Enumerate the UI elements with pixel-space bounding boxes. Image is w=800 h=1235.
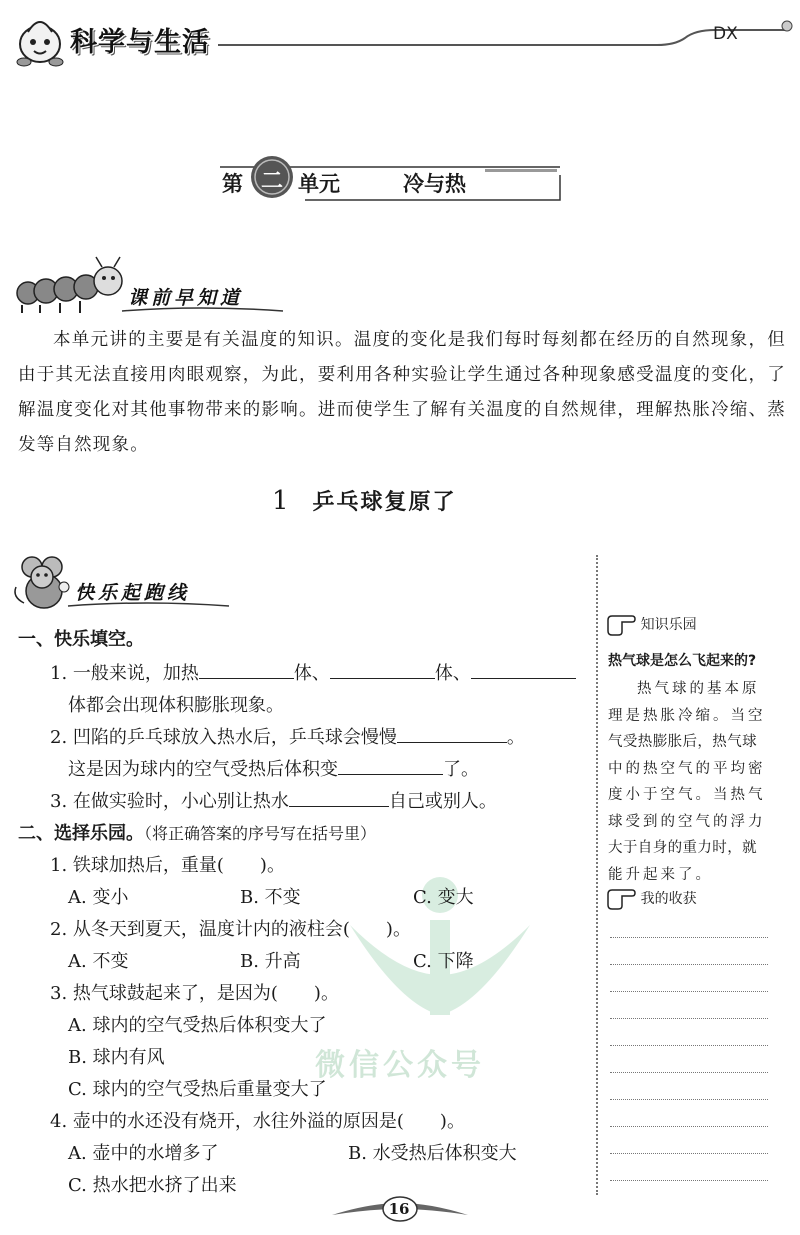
question-3-line <box>50 787 497 813</box>
watermark-text: 微信公众号 <box>315 1048 485 1083</box>
question-1-text-a: 1. 一般来说，加热 <box>50 663 199 684</box>
choice-option[interactable]: C. 球内的空气受热后重量变大了 <box>68 1079 327 1100</box>
unit-title: 冷与热 <box>403 172 466 196</box>
note-line[interactable] <box>610 937 768 938</box>
part1-heading: 一、快乐填空。 <box>18 629 144 650</box>
question-1-text-c: 体、 <box>434 663 471 684</box>
section-title-pre: 课前早知道 <box>128 287 244 309</box>
lesson-number: 1 <box>272 486 291 516</box>
part2-heading-line <box>18 819 376 845</box>
choice-option[interactable]: A. 不变 <box>68 951 129 972</box>
note-line[interactable] <box>610 964 768 965</box>
choice-option[interactable]: B. 球内有风 <box>68 1047 165 1068</box>
sidebar-line: 气受热膨胀后，热气球 <box>608 734 757 750</box>
note-line[interactable] <box>610 1153 768 1154</box>
unit-number: 二 <box>260 169 283 194</box>
note-line[interactable] <box>610 1099 768 1100</box>
gain-header <box>606 888 697 910</box>
lesson-name: 乒乓球复原了 <box>312 490 457 515</box>
answer-blank[interactable] <box>330 660 435 679</box>
pointing-hand-icon <box>606 614 636 636</box>
section-title-start: 快乐起跑线 <box>75 582 191 604</box>
mascot-icon <box>10 10 70 70</box>
header-code: DX <box>713 24 738 44</box>
sidebar-line: 球受到的空气的浮力 <box>608 813 766 830</box>
choice-option[interactable]: C. 变大 <box>413 887 474 908</box>
choice-option[interactable]: B. 升高 <box>240 951 301 972</box>
question-1-line-2: 体都会出现体积膨胀现象。 <box>68 695 284 716</box>
lesson-title <box>272 485 457 516</box>
question-2-line-2 <box>68 755 479 781</box>
section-underline <box>66 600 231 610</box>
note-line[interactable] <box>610 991 768 992</box>
knowledge-title: 知识乐园 <box>640 617 697 633</box>
part2-heading: 二、选择乐园。 <box>18 823 144 844</box>
note-line[interactable] <box>610 1072 768 1073</box>
sidebar-line: 度小于空气。当热气 <box>608 787 766 803</box>
choice-option[interactable]: A. 球内的空气受热后体积变大了 <box>68 1015 327 1036</box>
question-3-text-a: 3. 在做实验时，小心别让热水 <box>50 791 289 812</box>
answer-blank[interactable] <box>338 756 443 775</box>
pointing-hand-icon <box>606 888 636 910</box>
sidebar-line: 大于自身的重力时，就 <box>608 840 757 856</box>
answer-blank[interactable] <box>289 788 389 807</box>
choice-option[interactable]: C. 下降 <box>413 951 474 972</box>
choice-option[interactable]: A. 变小 <box>68 887 129 908</box>
choice-option[interactable]: B. 不变 <box>240 887 301 908</box>
page-number: 16 <box>388 1200 410 1218</box>
column-divider <box>596 555 598 1195</box>
header-rule <box>218 44 658 46</box>
unit-prefix: 第 <box>222 172 243 196</box>
question-2-line-1 <box>50 723 525 749</box>
choice-question-3: 3. 热气球鼓起来了，是因为( )。 <box>50 983 339 1004</box>
choice-option[interactable]: A. 壶中的水增多了 <box>68 1143 219 1164</box>
choice-question-1: 1. 铁球加热后，重量( )。 <box>50 855 285 876</box>
note-line[interactable] <box>610 1180 768 1181</box>
answer-blank[interactable] <box>199 660 294 679</box>
choice-question-4: 4. 壶中的水还没有烧开，水往外溢的原因是( )。 <box>50 1111 465 1132</box>
note-line[interactable] <box>610 1045 768 1046</box>
gain-title: 我的收获 <box>640 891 697 907</box>
sidebar-line: 能升起来了。 <box>608 866 713 883</box>
unit-suffix: 单元 <box>298 172 340 196</box>
sidebar-line: 热气球的基本原 <box>637 681 760 697</box>
choice-option[interactable]: B. 水受热后体积变大 <box>348 1143 517 1164</box>
note-line[interactable] <box>610 1126 768 1127</box>
answer-blank[interactable] <box>471 660 576 679</box>
question-2-text-d: 了。 <box>443 759 479 780</box>
sidebar-body <box>608 676 788 888</box>
part2-note: （将正确答案的序号写在括号里） <box>144 824 377 843</box>
question-1-line-1 <box>50 659 576 685</box>
question-2-text-b: 。 <box>506 727 525 748</box>
question-2-text-c: 这是因为球内的空气受热后体积变 <box>68 759 338 780</box>
question-2-text-a: 2. 凹陷的乒乓球放入热水后，乒乓球会慢慢 <box>50 727 397 748</box>
choice-option[interactable]: C. 热水把水挤了出来 <box>68 1175 237 1196</box>
question-1-text-b: 体、 <box>293 663 330 684</box>
answer-blank[interactable] <box>397 724 507 743</box>
caterpillar-icon <box>10 255 135 317</box>
sidebar-line: 理是热胀冷缩。当空 <box>608 707 766 724</box>
question-3-text-b: 自己或别人。 <box>388 791 497 812</box>
sidebar-line: 中的热空气的平均密 <box>608 760 766 777</box>
sidebar-question: 热气球是怎么飞起来的? <box>608 653 757 669</box>
section-underline <box>120 305 285 315</box>
header-title: 科学与生活 <box>70 27 210 58</box>
note-line[interactable] <box>610 1018 768 1019</box>
intro-paragraph: 本单元讲的主要是有关温度的知识。温度的变化是我们每时每刻都在经历的自然现象，但由于其无法直接用肉眼观察，为此，要利用各种实验让学生通过各种现象感受温度的变化，了解温度变化对其他事物带来的影响。进而使学生了解有关温度的自然规律，理解热胀冷缩、蒸发等自然现象。 <box>18 330 786 455</box>
choice-question-2: 2. 从冬天到夏天，温度计内的液柱会( )。 <box>50 919 411 940</box>
knowledge-header <box>606 614 697 636</box>
